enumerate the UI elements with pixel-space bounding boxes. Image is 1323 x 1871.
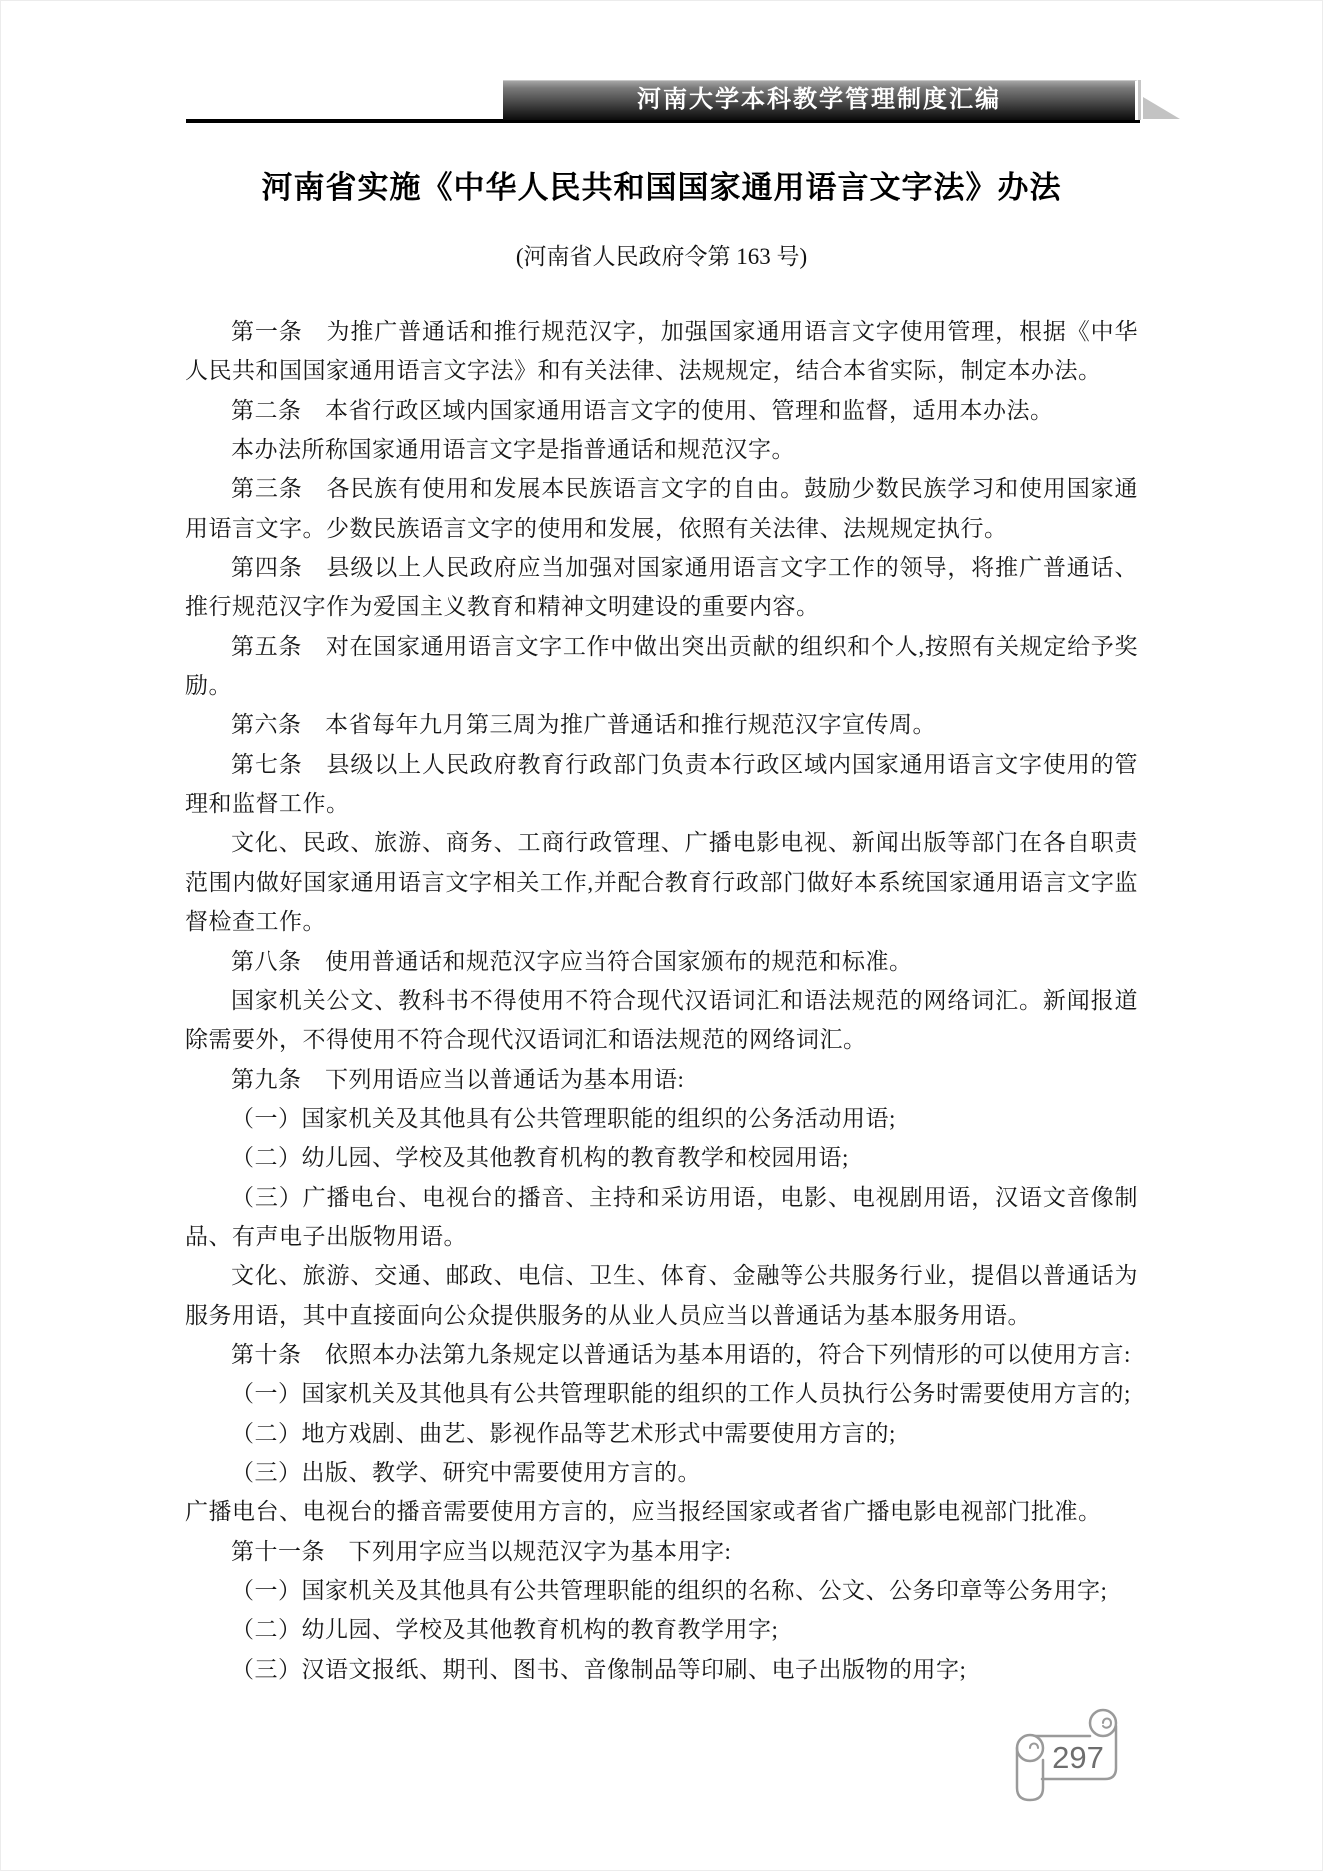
document-content (185, 166, 1138, 1689)
scroll-banner-icon (1000, 1702, 1140, 1814)
banner-corner-arrow-icon (1143, 97, 1180, 119)
paragraph: 第七条 县级以上人民政府教育行政部门负责本行政区域内国家通用语言文字使用的管理和监督工作。 (185, 751, 1138, 817)
paragraph: （一）国家机关及其他具有公共管理职能的组织的工作人员执行公务时需要使用方言的; (231, 1381, 1131, 1407)
paragraph: （二）幼儿园、学校及其他教育机构的教育教学和校园用语; (231, 1145, 849, 1171)
paragraph: （一）国家机关及其他具有公共管理职能的组织的名称、公文、公务印章等公务用字; (231, 1578, 1108, 1603)
page-number: 297 (1052, 1740, 1104, 1775)
paragraph: （二）地方戏剧、曲艺、影视作品等艺术形式中需要使用方言的; (231, 1420, 896, 1446)
paragraph: 第三条 各民族有使用和发展本民族语言文字的自由。鼓励少数民族学习和使用国家通用语言文字。少数民族语言文字的使用和发展，依照有关法律、法规规定执行。 (185, 476, 1138, 541)
paragraph: 第十条 依照本办法第九条规定以普通话为基本用语的，符合下列情形的可以使用方言: (231, 1341, 1131, 1367)
document-body (185, 312, 1138, 1689)
paragraph: （三）汉语文报纸、期刊、图书、音像制品等印刷、电子出版物的用字; (231, 1656, 967, 1682)
page-number-scroll (1000, 1702, 1140, 1814)
paragraph: 第二条 本省行政区域内国家通用语言文字的使用、管理和监督，适用本办法。 (231, 397, 1054, 423)
paragraph: 文化、旅游、交通、邮政、电信、卫生、体育、金融等公共服务行业，提倡以普通话为服务用语，其中直接面向公众提供服务的从业人员应当以普通话为基本服务用语。 (185, 1263, 1138, 1328)
paragraph: （三）出版、教学、研究中需要使用方言的。 (231, 1459, 701, 1485)
document-subtitle: (河南省人民政府令第 163 号) (515, 244, 808, 269)
paragraph: 广播电台、电视台的播音需要使用方言的，应当报经国家或者省广播电影电视部门批准。 (185, 1499, 1102, 1525)
paragraph: 本办法所称国家通用语言文字是指普通话和规范汉字。 (231, 437, 795, 463)
paragraph: 第六条 本省每年九月第三周为推广普通话和推行规范汉字宣传周。 (231, 712, 936, 738)
paragraph: 文化、民政、旅游、商务、工商行政管理、广播电影电视、新闻出版等部门在各自职责范围内做好国家通用语言文字相关工作,并配合教育行政部门做好本系统国家通用语言文字监督检查工作。 (185, 830, 1138, 935)
paragraph: 第十一条 下列用字应当以规范汉字为基本用字: (231, 1538, 732, 1564)
paragraph: （三）广播电台、电视台的播音、主持和采访用语，电影、电视剧用语，汉语文音像制品、有声电子出版物用语。 (185, 1184, 1138, 1249)
paragraph: 第八条 使用普通话和规范汉字应当符合国家颁布的规范和标准。 (231, 948, 913, 974)
paragraph: 第五条 对在国家通用语言文字工作中做出突出贡献的组织和个人,按照有关规定给予奖励。 (185, 633, 1138, 699)
document-title: 河南省实施《中华人民共和国国家通用语言文字法》办法 (261, 170, 1062, 205)
paragraph: 第四条 县级以上人民政府应当加强对国家通用语言文字工作的领导，将推广普通话、推行规范汉字作为爱国主义教育和精神文明建设的重要内容。 (185, 555, 1138, 620)
paragraph: 第一条 为推广普通话和推行规范汉字，加强国家通用语言文字使用管理，根据《中华人民共和国国家通用语言文字法》和有关法律、法规规定，结合本省实际，制定本办法。 (185, 319, 1138, 384)
paragraph: （一）国家机关及其他具有公共管理职能的组织的公务活动用语; (231, 1105, 896, 1131)
header-banner (503, 80, 1138, 120)
paragraph: 国家机关公文、教科书不得使用不符合现代汉语词汇和语法规范的网络词汇。新闻报道除需要外，不得使用不符合现代汉语词汇和语法规范的网络词汇。 (185, 987, 1138, 1053)
paragraph: 第九条 下列用语应当以普通话为基本用语: (231, 1066, 685, 1092)
header-banner-title: 河南大学本科教学管理制度汇编 (637, 87, 1001, 113)
paragraph: （二）幼儿园、学校及其他教育机构的教育教学用字; (231, 1617, 779, 1643)
